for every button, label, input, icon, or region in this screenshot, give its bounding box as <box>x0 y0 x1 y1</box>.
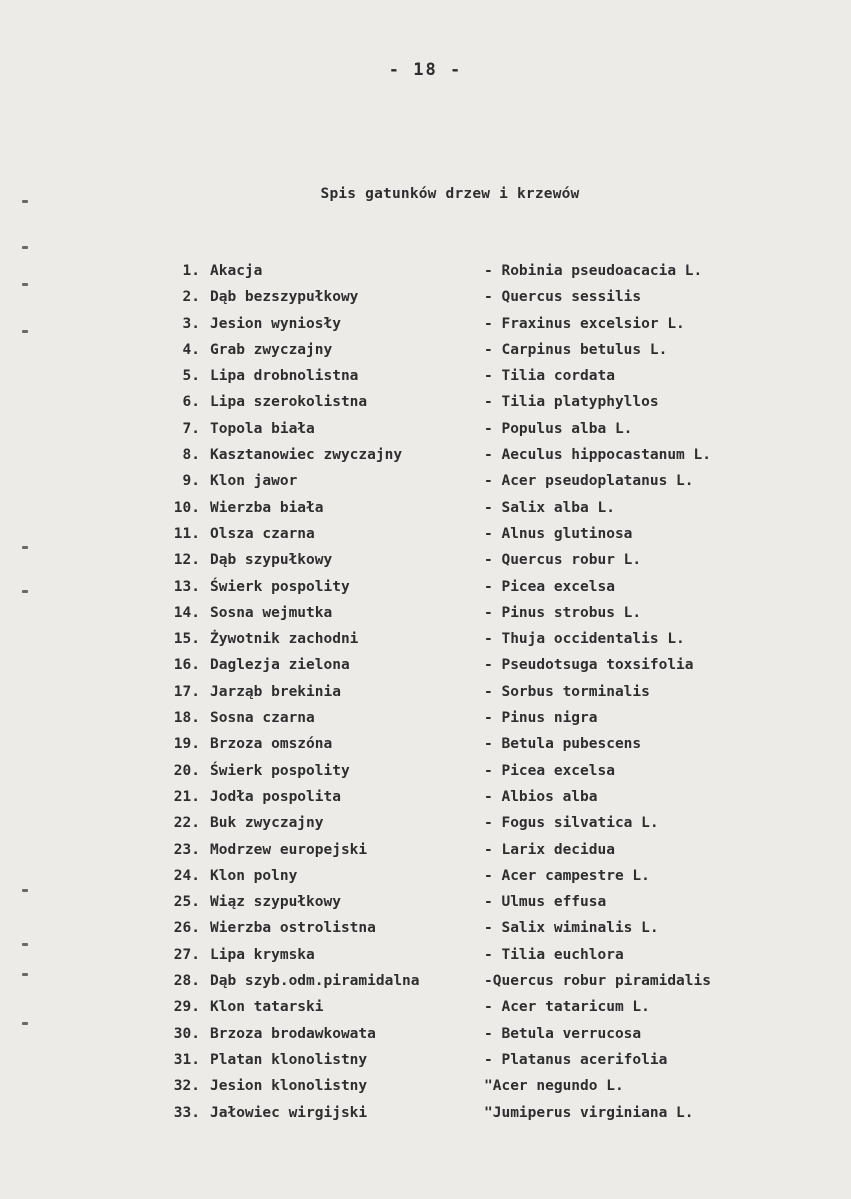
species-number: 16. <box>173 657 200 674</box>
list-item <box>0 707 851 733</box>
species-number: 30. <box>173 1025 200 1042</box>
list-item <box>0 523 851 549</box>
species-number: 14. <box>173 604 200 621</box>
species-number: 15. <box>173 631 200 648</box>
polish-name: Platan klonolistny <box>210 1051 368 1068</box>
latin-name: - Aeculus hippocastanum L. <box>484 447 711 464</box>
latin-name: - Acer pseudoplatanus L. <box>484 473 694 490</box>
list-item <box>0 497 851 523</box>
polish-name: Jesion klonolistny <box>210 1078 368 1095</box>
species-number: 2. <box>182 289 200 306</box>
polish-name: Jesion wyniosły <box>210 315 341 332</box>
latin-name: - Carpinus betulus L. <box>484 341 668 358</box>
polish-name: Klon jawor <box>210 473 298 490</box>
list-item <box>0 812 851 838</box>
species-number: 18. <box>173 710 200 727</box>
list-item <box>0 444 851 470</box>
species-number: 31. <box>173 1051 200 1068</box>
species-number: 4. <box>182 341 200 358</box>
list-item <box>0 839 851 865</box>
latin-name: - Larix decidua <box>484 841 615 858</box>
list-item <box>0 1102 851 1128</box>
list-item <box>0 602 851 628</box>
polish-name: Klon polny <box>210 867 298 884</box>
list-item <box>0 733 851 759</box>
list-item <box>0 654 851 680</box>
species-number: 32. <box>173 1078 200 1095</box>
polish-name: Buk zwyczajny <box>210 815 324 832</box>
latin-name: - Pseudotsuga toxsifolia <box>484 657 694 674</box>
species-number: 27. <box>173 946 200 963</box>
species-number: 23. <box>173 841 200 858</box>
species-number: 24. <box>173 867 200 884</box>
polish-name: Lipa krymska <box>210 946 315 963</box>
latin-name: - Betula verrucosa <box>484 1025 642 1042</box>
polish-name: Akacja <box>210 263 263 279</box>
latin-name: - Tilia cordata <box>484 368 615 385</box>
list-item <box>0 1075 851 1101</box>
polish-name: Olsza czarna <box>210 525 315 542</box>
polish-name: Żywotnik zachodni <box>210 631 359 648</box>
species-number: 10. <box>173 499 200 516</box>
latin-name: - Quercus sessilis <box>484 289 642 306</box>
polish-name: Daglezja zielona <box>210 657 350 674</box>
species-number: 6. <box>182 394 200 411</box>
latin-name: - Pinus nigra <box>484 710 598 727</box>
page-number: - 18 - <box>388 60 463 80</box>
species-number: 8. <box>182 447 200 464</box>
list-item <box>0 944 851 970</box>
list-item <box>0 339 851 365</box>
polish-name: Jałowiec wirgijski <box>210 1104 368 1121</box>
species-number: 33. <box>173 1104 200 1121</box>
latin-name: - Picea excelsa <box>484 762 615 779</box>
latin-name: - Quercus robur L. <box>484 552 642 569</box>
species-number: 28. <box>173 973 200 990</box>
list-item <box>0 681 851 707</box>
polish-name: Jarząb brekinia <box>210 683 341 700</box>
species-number: 22. <box>173 815 200 832</box>
list-item <box>0 470 851 496</box>
polish-name: Brzoza brodawkowata <box>210 1025 376 1042</box>
list-item <box>0 628 851 654</box>
latin-name: - Pinus strobus L. <box>484 604 642 621</box>
list-item <box>0 576 851 602</box>
polish-name: Brzoza omszóna <box>210 736 333 753</box>
species-number: 7. <box>182 420 200 437</box>
polish-name: Świerk pospolity <box>210 578 350 595</box>
species-number: 11. <box>173 525 200 542</box>
latin-name: - Fogus silvatica L. <box>484 815 659 832</box>
polish-name: Klon tatarski <box>210 999 324 1016</box>
polish-name: Wierzba ostrolistna <box>210 920 376 937</box>
latin-name: -Quercus robur piramidalis <box>484 973 711 990</box>
latin-name: - Ulmus effusa <box>484 894 607 911</box>
latin-name: - Thuja occidentalis L. <box>484 631 685 648</box>
species-number: 29. <box>173 999 200 1016</box>
polish-name: Wiąz szypułkowy <box>210 894 341 911</box>
polish-name: Sosna czarna <box>210 710 315 727</box>
latin-name: - Sorbus torminalis <box>484 683 650 700</box>
polish-name: Grab zwyczajny <box>210 341 333 358</box>
latin-name: - Fraxinus excelsior L. <box>484 315 685 332</box>
polish-name: Jodła pospolita <box>210 788 341 805</box>
latin-name: - Platanus acerifolia <box>484 1051 668 1068</box>
species-number: 25. <box>173 894 200 911</box>
latin-name: - Tilia platyphyllos <box>484 394 659 411</box>
polish-name: Modrzew europejski <box>210 841 368 858</box>
polish-name: Topola biała <box>210 420 315 437</box>
polish-name: Kasztanowiec zwyczajny <box>210 447 403 464</box>
species-number: 19. <box>173 736 200 753</box>
list-item <box>0 1023 851 1049</box>
species-number: 3. <box>182 315 200 332</box>
list-item <box>0 996 851 1022</box>
latin-name: - Salix alba L. <box>484 499 615 516</box>
latin-name: - Alnus glutinosa <box>484 525 633 542</box>
species-number: 9. <box>182 473 200 490</box>
latin-name: - Populus alba L. <box>484 420 633 437</box>
list-item <box>0 549 851 575</box>
list-item <box>0 391 851 417</box>
list-item <box>0 365 851 391</box>
list-item <box>0 891 851 917</box>
species-number: 12. <box>173 552 200 569</box>
latin-name: - Tilia euchlora <box>484 946 624 963</box>
list-item <box>0 286 851 312</box>
latin-name: - Acer campestre L. <box>484 867 650 884</box>
list-item <box>0 313 851 339</box>
polish-name: Dąb bezszypułkowy <box>210 289 359 306</box>
list-item <box>0 917 851 943</box>
latin-name: - Picea excelsa <box>484 578 615 595</box>
species-number: 21. <box>173 788 200 805</box>
list-item <box>0 786 851 812</box>
list-item <box>0 865 851 891</box>
species-list <box>0 260 851 1128</box>
latin-name: - Robinia pseudoacacia L. <box>484 263 703 279</box>
polish-name: Sosna wejmutka <box>210 604 333 621</box>
latin-name: - Albios alba <box>484 788 598 805</box>
polish-name: Dąb szyb.odm.piramidalna <box>210 973 420 990</box>
latin-name: - Acer tataricum L. <box>484 999 650 1016</box>
latin-name: - Salix wiminalis L. <box>484 920 659 937</box>
species-number: 26. <box>173 920 200 937</box>
latin-name: "Acer negundo L. <box>484 1078 624 1095</box>
polish-name: Wierzba biała <box>210 499 324 516</box>
species-number: 1. <box>182 263 200 279</box>
latin-name: "Jumiperus virginiana L. <box>484 1104 694 1121</box>
list-item <box>0 418 851 444</box>
species-number: 5. <box>182 368 200 385</box>
latin-name: - Betula pubescens <box>484 736 642 753</box>
page-title: Spis gatunków drzew i krzewów <box>320 186 580 202</box>
polish-name: Świerk pospolity <box>210 762 350 779</box>
list-item <box>0 760 851 786</box>
list-item <box>0 970 851 996</box>
margin-mark <box>22 246 28 249</box>
list-item <box>0 1049 851 1075</box>
polish-name: Lipa drobnolistna <box>210 368 359 385</box>
species-number: 17. <box>173 683 200 700</box>
species-number: 20. <box>173 762 200 779</box>
polish-name: Lipa szerokolistna <box>210 394 368 411</box>
species-number: 13. <box>173 578 200 595</box>
list-item <box>0 260 851 286</box>
polish-name: Dąb szypułkowy <box>210 552 333 569</box>
